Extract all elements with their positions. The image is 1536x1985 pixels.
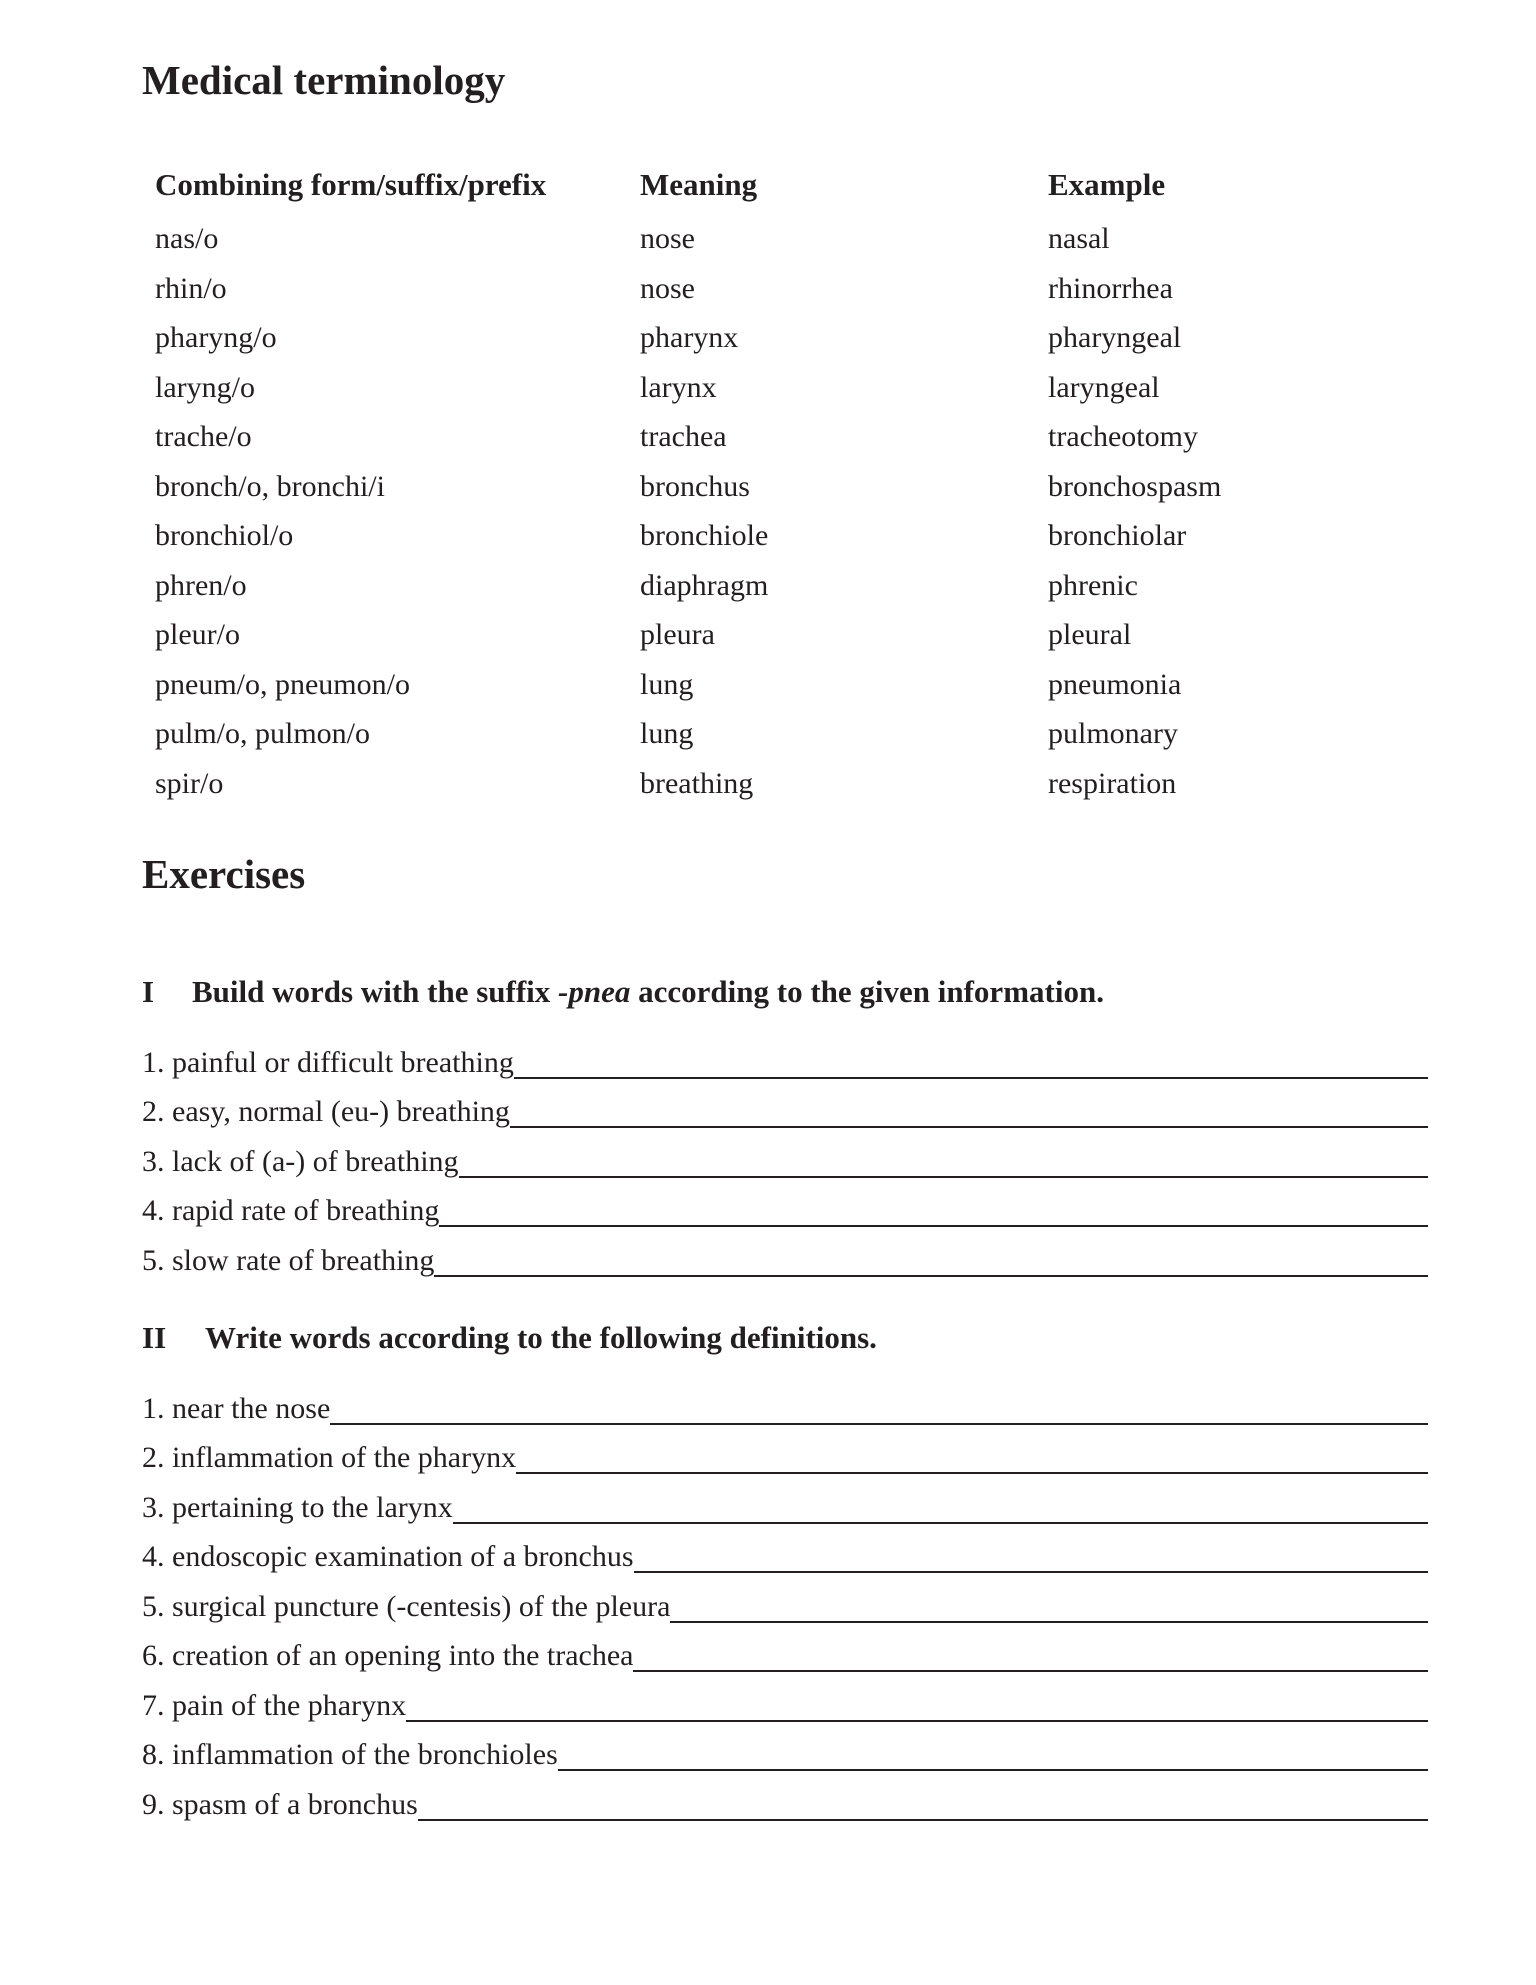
exercises-title: Exercises [142, 851, 306, 897]
answer-blank[interactable] [459, 1146, 1428, 1178]
term-form: phren/o [155, 568, 247, 602]
term-form: pleur/o [155, 618, 240, 651]
answer-blank[interactable] [406, 1690, 1428, 1722]
answer-blank[interactable] [634, 1541, 1428, 1573]
term-meaning: breathing [640, 766, 754, 800]
exercise-2-item [142, 1379, 1428, 1429]
term-form: spir/o [155, 766, 224, 800]
item-prompt: 4. rapid rate of breathing [142, 1194, 440, 1227]
exercise-1-items [142, 1033, 1428, 1281]
term-example: rhinorrhea [1048, 271, 1173, 305]
term-meaning: nose [640, 271, 695, 305]
page-title: Medical terminology [142, 57, 506, 103]
exercise-2-instruction-text: Write words according to the following definitions. [205, 1320, 877, 1355]
exercise-2-item [142, 1676, 1428, 1726]
term-form: nas/o [155, 222, 219, 255]
term-example: tracheotomy [1048, 420, 1198, 453]
exercise-1-instruction-text: Build words with the suffix [192, 974, 559, 1009]
header-meaning: Meaning [640, 167, 758, 202]
exercise-1-item [142, 1033, 1428, 1083]
exercise-2-heading [142, 1318, 877, 1358]
term-meaning: diaphragm [640, 568, 769, 602]
term-form: pharyng/o [155, 321, 277, 354]
term-form: pneum/o, pneumon/o [155, 667, 410, 701]
term-meaning: bronchiole [640, 519, 769, 552]
answer-blank[interactable] [516, 1442, 1428, 1474]
term-example: bronchiolar [1048, 519, 1187, 552]
answer-blank[interactable] [330, 1393, 1428, 1425]
answer-blank[interactable] [514, 1047, 1428, 1079]
exercise-1-item [142, 1132, 1428, 1182]
term-form: bronch/o, bronchi/i [155, 469, 385, 503]
item-prompt: 1. near the nose [142, 1391, 331, 1425]
exercise-2-items [142, 1379, 1428, 1825]
exercise-1-suffix: -pnea [558, 974, 631, 1009]
term-form: pulm/o, pulmon/o [155, 717, 371, 750]
meaning-column [640, 214, 768, 808]
item-prompt: 9. spasm of a bronchus [142, 1787, 418, 1821]
exercise-1-instruction-text-end: according to the given information. [630, 974, 1104, 1009]
exercise-2-item [142, 1429, 1428, 1479]
exercise-1-instruction [192, 972, 1104, 1012]
exercise-2-item [142, 1577, 1428, 1627]
answer-blank[interactable] [439, 1195, 1428, 1227]
answer-blank[interactable] [670, 1591, 1428, 1623]
answer-blank[interactable] [434, 1245, 1428, 1277]
term-example: nasal [1048, 222, 1110, 255]
header-example: Example [1048, 167, 1166, 202]
term-meaning: nose [640, 222, 695, 255]
term-meaning: pharynx [640, 321, 739, 354]
item-prompt: 1. painful or difficult breathing [142, 1045, 514, 1079]
term-example: respiration [1048, 766, 1177, 800]
exercise-2-instruction [205, 1318, 877, 1358]
term-example: laryngeal [1048, 370, 1160, 404]
term-example: bronchospasm [1048, 469, 1222, 503]
exercise-1-item [142, 1182, 1428, 1232]
answer-blank[interactable] [418, 1789, 1428, 1821]
term-form: trache/o [155, 420, 252, 453]
term-meaning: bronchus [640, 469, 750, 503]
item-prompt: 5. slow rate of breathing [142, 1243, 435, 1277]
item-prompt: 5. surgical puncture (-centesis) of the pleura [142, 1589, 671, 1623]
item-prompt: 2. easy, normal (eu-) breathing [142, 1095, 510, 1128]
term-example: pleural [1048, 618, 1132, 651]
exercise-2-item [142, 1726, 1428, 1776]
exercise-2-number: II [142, 1320, 167, 1355]
item-prompt: 8. inflammation of the bronchioles [142, 1738, 558, 1771]
exercise-2-item [142, 1478, 1428, 1528]
answer-blank[interactable] [510, 1096, 1428, 1128]
term-meaning: lung [640, 667, 694, 701]
item-prompt: 2. inflammation of the pharynx [142, 1441, 517, 1474]
term-example: pharyngeal [1048, 321, 1182, 354]
term-form: bronchiol/o [155, 519, 294, 552]
combining-form-column [155, 214, 410, 808]
item-prompt: 4. endoscopic examination of a bronchus [142, 1540, 634, 1573]
item-prompt: 6. creation of an opening into the trachea [142, 1639, 634, 1672]
item-prompt: 3. pertaining to the larynx [142, 1490, 453, 1524]
exercise-2-item [142, 1775, 1428, 1825]
exercise-1-heading [142, 972, 1104, 1012]
answer-blank[interactable] [633, 1640, 1428, 1672]
item-prompt: 7. pain of the pharynx [142, 1688, 407, 1722]
answer-blank[interactable] [453, 1492, 1428, 1524]
header-combining-form: Combining form/suffix/prefix [155, 167, 547, 202]
exercise-2-item [142, 1528, 1428, 1578]
exercise-1-item [142, 1231, 1428, 1281]
term-form: laryng/o [155, 370, 255, 404]
term-meaning: pleura [640, 618, 715, 651]
term-example: phrenic [1048, 568, 1138, 602]
term-meaning: trachea [640, 420, 727, 453]
term-form: rhin/o [155, 271, 227, 305]
term-example: pneumonia [1048, 667, 1182, 701]
answer-blank[interactable] [558, 1739, 1428, 1771]
example-column [1048, 214, 1221, 808]
exercise-1-number: I [142, 974, 155, 1009]
term-example: pulmonary [1048, 717, 1178, 750]
item-prompt: 3. lack of (a-) of breathing [142, 1144, 459, 1178]
exercise-1-item [142, 1083, 1428, 1133]
exercise-2-item [142, 1627, 1428, 1677]
term-meaning: larynx [640, 370, 717, 404]
term-meaning: lung [640, 717, 694, 750]
